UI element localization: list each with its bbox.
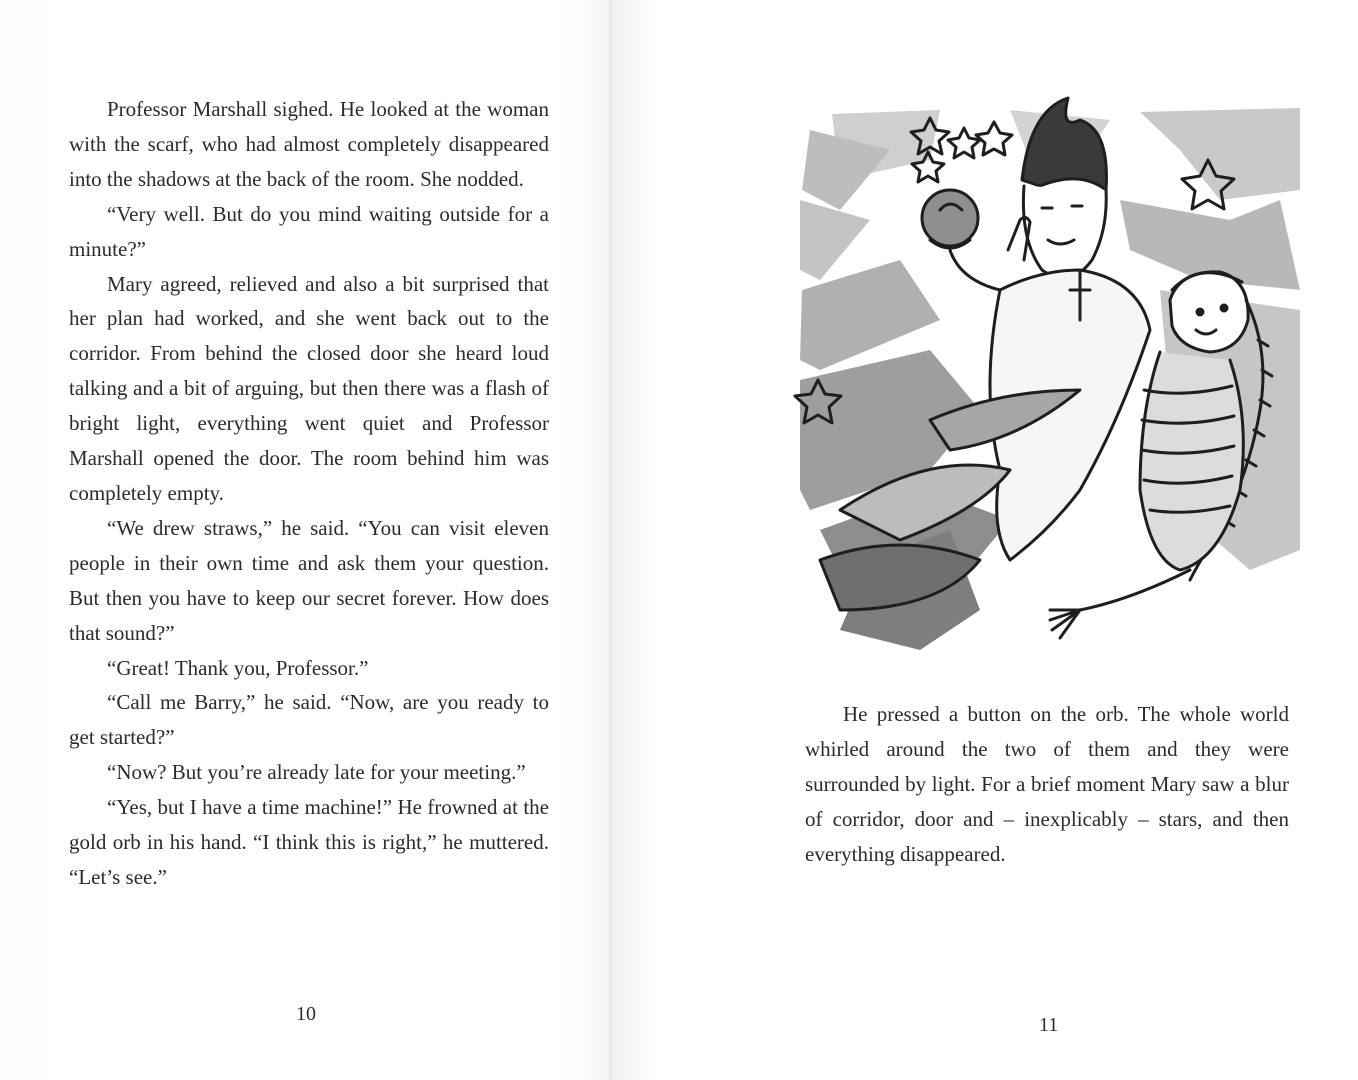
paragraph: “Great! Thank you, Professor.” [107,655,369,680]
ink-wash-illustration-professor-and-mary-icon [780,90,1310,670]
left-page-text [69,92,549,895]
paragraph: “We drew straws,” he said. “You can visit eleven people in their own time and ask them your question. But then you have to keep our secret forever. How does that sound?” [69,515,549,645]
right-page [612,0,1358,1080]
paragraph: He pressed a button on the orb. The whole world whirled around the two of them and they were surrounded by light. For a brief moment Mary saw a blur of corridor, door and – inexplicably – stars, and then everything disappeared. [805,702,1289,866]
paragraph: “Now? But you’re already late for your meeting.” [107,760,526,785]
paragraph: “Yes, but I have a time machine!” He frowned at the gold orb in his hand. “I think this is right,” he muttered. “Let’s see.” [69,795,549,889]
right-page-text [805,697,1289,872]
page-number-right: 11 [1039,1014,1059,1036]
page-number-left: 10 [296,1003,316,1025]
paragraph: “Call me Barry,” he said. “Now, are you ready to get started?” [69,690,549,750]
paragraph: “Very well. But do you mind waiting outside for a minute?” [69,201,549,261]
paragraph: Mary agreed, relieved and also a bit surprised that her plan had worked, and she went back out to the corridor. From behind the closed door she heard loud talking and a bit of arguing, but then there was a flash of bright light, everything went quiet and Professor Marshall opened the door. The room behind him was completely empty. [69,271,549,505]
left-page [0,0,612,1080]
paragraph: Professor Marshall sighed. He looked at the woman with the scarf, who had almost completely disappeared into the shadows at the back of the room. She nodded. [69,97,549,191]
